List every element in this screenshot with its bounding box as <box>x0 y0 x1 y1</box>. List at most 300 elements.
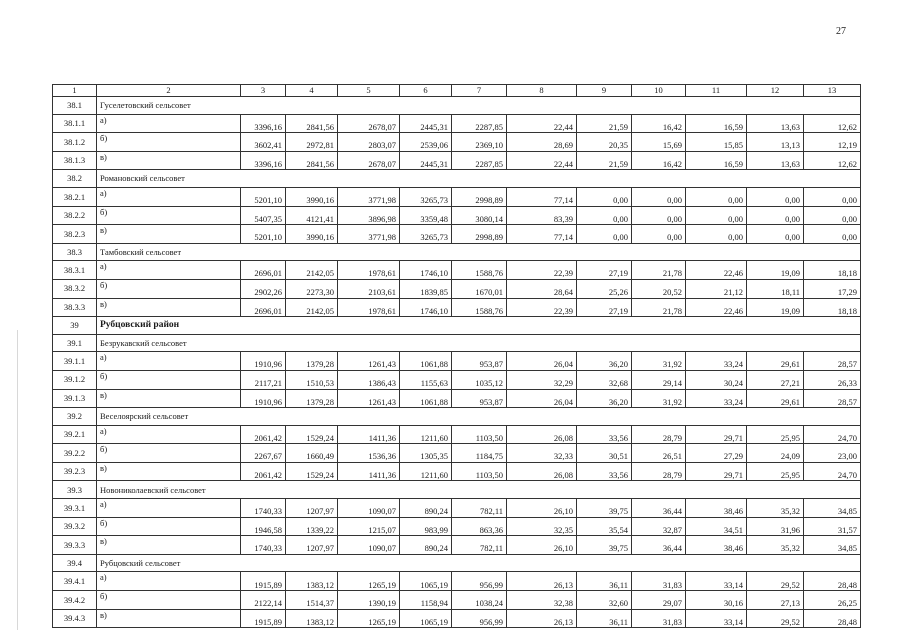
value-cell: 26,08 <box>507 462 577 481</box>
value-cell: 30,51 <box>577 444 632 463</box>
value-cell: 31,92 <box>632 352 686 371</box>
value-cell: 34,51 <box>686 517 747 536</box>
value-cell: 2267,67 <box>241 444 286 463</box>
value-cell: 983,99 <box>400 517 452 536</box>
option-cell: б) <box>97 133 241 152</box>
value-cell: 3080,14 <box>452 206 507 225</box>
value-cell: 27,19 <box>577 261 632 280</box>
settlement-name: Безрукавский сельсовет <box>97 334 861 352</box>
value-cell: 77,14 <box>507 187 577 206</box>
value-cell: 1978,61 <box>338 298 400 317</box>
value-cell: 20,52 <box>632 279 686 298</box>
row-code: 39 <box>53 317 97 335</box>
header-cell: 10 <box>632 85 686 97</box>
value-cell: 28,48 <box>804 609 861 628</box>
value-cell: 1339,22 <box>286 517 338 536</box>
value-cell: 29,52 <box>747 572 804 591</box>
value-cell: 0,00 <box>686 187 747 206</box>
header-cell: 6 <box>400 85 452 97</box>
value-cell: 1103,50 <box>452 462 507 481</box>
value-cell: 28,57 <box>804 389 861 408</box>
value-cell: 28,79 <box>632 425 686 444</box>
value-cell: 3990,16 <box>286 225 338 244</box>
value-cell: 2998,89 <box>452 225 507 244</box>
value-cell: 953,87 <box>452 389 507 408</box>
value-cell: 31,96 <box>747 517 804 536</box>
value-cell: 22,39 <box>507 298 577 317</box>
row-code: 39.1.1 <box>53 352 97 371</box>
value-cell: 0,00 <box>747 206 804 225</box>
value-cell: 29,14 <box>632 370 686 389</box>
value-cell: 16,42 <box>632 114 686 133</box>
option-cell: а) <box>97 114 241 133</box>
scan-margin-line <box>17 330 18 630</box>
value-cell: 2678,07 <box>338 151 400 170</box>
option-cell: а) <box>97 572 241 591</box>
value-cell: 32,38 <box>507 591 577 610</box>
value-cell: 13,63 <box>747 114 804 133</box>
value-cell: 1158,94 <box>400 591 452 610</box>
value-cell: 2678,07 <box>338 114 400 133</box>
value-cell: 1740,33 <box>241 536 286 555</box>
value-cell: 0,00 <box>577 225 632 244</box>
value-cell: 1390,19 <box>338 591 400 610</box>
value-cell: 27,29 <box>686 444 747 463</box>
option-cell: а) <box>97 352 241 371</box>
option-cell: а) <box>97 187 241 206</box>
table-row <box>53 261 861 280</box>
value-cell: 17,29 <box>804 279 861 298</box>
value-cell: 28,79 <box>632 462 686 481</box>
value-cell: 3396,16 <box>241 151 286 170</box>
value-cell: 1065,19 <box>400 572 452 591</box>
value-cell: 2287,85 <box>452 151 507 170</box>
value-cell: 2696,01 <box>241 261 286 280</box>
settlement-name: Веселоярский сельсовет <box>97 408 861 426</box>
value-cell: 1265,19 <box>338 572 400 591</box>
header-row <box>53 85 861 97</box>
header-cell: 2 <box>97 85 241 97</box>
value-cell: 1740,33 <box>241 499 286 518</box>
value-cell: 1915,89 <box>241 572 286 591</box>
row-code: 39.2.2 <box>53 444 97 463</box>
value-cell: 0,00 <box>632 225 686 244</box>
table-row <box>53 462 861 481</box>
value-cell: 36,44 <box>632 536 686 555</box>
value-cell: 33,24 <box>686 389 747 408</box>
row-code: 38.2.1 <box>53 187 97 206</box>
value-cell: 0,00 <box>686 225 747 244</box>
value-cell: 26,08 <box>507 425 577 444</box>
table-row <box>53 187 861 206</box>
value-cell: 1061,88 <box>400 352 452 371</box>
value-cell: 12,62 <box>804 151 861 170</box>
value-cell: 27,21 <box>747 370 804 389</box>
value-cell: 28,64 <box>507 279 577 298</box>
value-cell: 2998,89 <box>452 187 507 206</box>
value-cell: 33,56 <box>577 425 632 444</box>
value-cell: 3990,16 <box>286 187 338 206</box>
value-cell: 1670,01 <box>452 279 507 298</box>
value-cell: 0,00 <box>804 225 861 244</box>
row-code: 38.3.3 <box>53 298 97 317</box>
data-table <box>52 84 861 628</box>
value-cell: 2117,21 <box>241 370 286 389</box>
value-cell: 27,13 <box>747 591 804 610</box>
option-cell: в) <box>97 298 241 317</box>
value-cell: 2122,14 <box>241 591 286 610</box>
option-cell: в) <box>97 225 241 244</box>
value-cell: 12,62 <box>804 114 861 133</box>
value-cell: 956,99 <box>452 572 507 591</box>
value-cell: 3771,98 <box>338 225 400 244</box>
value-cell: 18,11 <box>747 279 804 298</box>
value-cell: 15,85 <box>686 133 747 152</box>
option-cell: в) <box>97 536 241 555</box>
value-cell: 21,59 <box>577 114 632 133</box>
value-cell: 16,59 <box>686 114 747 133</box>
table-row <box>53 572 861 591</box>
table-row <box>53 279 861 298</box>
value-cell: 1588,76 <box>452 298 507 317</box>
value-cell: 1910,96 <box>241 389 286 408</box>
value-cell: 38,46 <box>686 536 747 555</box>
value-cell: 29,52 <box>747 609 804 628</box>
value-cell: 4121,41 <box>286 206 338 225</box>
value-cell: 1910,96 <box>241 352 286 371</box>
value-cell: 32,29 <box>507 370 577 389</box>
row-code: 39.2.1 <box>53 425 97 444</box>
value-cell: 35,54 <box>577 517 632 536</box>
table-row <box>53 352 861 371</box>
value-cell: 28,57 <box>804 352 861 371</box>
value-cell: 26,10 <box>507 499 577 518</box>
settlement-row <box>53 170 861 188</box>
value-cell: 890,24 <box>400 536 452 555</box>
value-cell: 953,87 <box>452 352 507 371</box>
value-cell: 36,11 <box>577 572 632 591</box>
table-row <box>53 609 861 628</box>
value-cell: 0,00 <box>577 206 632 225</box>
table-row <box>53 425 861 444</box>
value-cell: 1379,28 <box>286 352 338 371</box>
value-cell: 2061,42 <box>241 425 286 444</box>
value-cell: 782,11 <box>452 536 507 555</box>
table-row <box>53 151 861 170</box>
option-cell: б) <box>97 206 241 225</box>
row-code: 39.2 <box>53 408 97 426</box>
settlement-row <box>53 408 861 426</box>
value-cell: 0,00 <box>577 187 632 206</box>
header-cell: 4 <box>286 85 338 97</box>
value-cell: 3896,98 <box>338 206 400 225</box>
option-cell: б) <box>97 591 241 610</box>
value-cell: 25,95 <box>747 462 804 481</box>
settlement-row <box>53 97 861 115</box>
value-cell: 32,87 <box>632 517 686 536</box>
table-body <box>53 85 861 628</box>
value-cell: 2445,31 <box>400 114 452 133</box>
value-cell: 18,18 <box>804 298 861 317</box>
value-cell: 1536,36 <box>338 444 400 463</box>
value-cell: 22,39 <box>507 261 577 280</box>
value-cell: 2445,31 <box>400 151 452 170</box>
row-code: 38.3.1 <box>53 261 97 280</box>
value-cell: 29,71 <box>686 425 747 444</box>
value-cell: 38,46 <box>686 499 747 518</box>
value-cell: 33,56 <box>577 462 632 481</box>
row-code: 38.1.1 <box>53 114 97 133</box>
row-code: 38.1 <box>53 97 97 115</box>
value-cell: 0,00 <box>747 187 804 206</box>
value-cell: 29,61 <box>747 389 804 408</box>
value-cell: 16,59 <box>686 151 747 170</box>
value-cell: 2972,81 <box>286 133 338 152</box>
option-cell: а) <box>97 499 241 518</box>
value-cell: 31,83 <box>632 572 686 591</box>
header-cell: 8 <box>507 85 577 97</box>
value-cell: 782,11 <box>452 499 507 518</box>
value-cell: 32,33 <box>507 444 577 463</box>
settlement-name: Романовский сельсовет <box>97 170 861 188</box>
value-cell: 29,71 <box>686 462 747 481</box>
option-cell: б) <box>97 444 241 463</box>
table-row <box>53 444 861 463</box>
value-cell: 26,51 <box>632 444 686 463</box>
value-cell: 1946,58 <box>241 517 286 536</box>
value-cell: 32,68 <box>577 370 632 389</box>
row-code: 38.2.2 <box>53 206 97 225</box>
value-cell: 1978,61 <box>338 261 400 280</box>
district-name: Рубцовский район <box>97 317 861 335</box>
value-cell: 0,00 <box>804 187 861 206</box>
value-cell: 1090,07 <box>338 499 400 518</box>
value-cell: 2696,01 <box>241 298 286 317</box>
value-cell: 1510,53 <box>286 370 338 389</box>
table-row <box>53 114 861 133</box>
value-cell: 12,19 <box>804 133 861 152</box>
settlement-name: Новониколаевский сельсовет <box>97 481 861 499</box>
value-cell: 34,85 <box>804 536 861 555</box>
value-cell: 29,61 <box>747 352 804 371</box>
value-cell: 1035,12 <box>452 370 507 389</box>
value-cell: 19,09 <box>747 298 804 317</box>
row-code: 38.3.2 <box>53 279 97 298</box>
row-code: 39.3.3 <box>53 536 97 555</box>
value-cell: 2369,10 <box>452 133 507 152</box>
value-cell: 1383,12 <box>286 609 338 628</box>
value-cell: 26,04 <box>507 389 577 408</box>
value-cell: 31,83 <box>632 609 686 628</box>
value-cell: 1155,63 <box>400 370 452 389</box>
value-cell: 26,04 <box>507 352 577 371</box>
table-row <box>53 298 861 317</box>
option-cell: в) <box>97 151 241 170</box>
row-code: 39.2.3 <box>53 462 97 481</box>
row-code: 39.1.2 <box>53 370 97 389</box>
value-cell: 15,69 <box>632 133 686 152</box>
row-code: 38.3 <box>53 243 97 261</box>
header-cell: 9 <box>577 85 632 97</box>
value-cell: 2061,42 <box>241 462 286 481</box>
value-cell: 1529,24 <box>286 462 338 481</box>
value-cell: 1211,60 <box>400 425 452 444</box>
value-cell: 22,44 <box>507 151 577 170</box>
value-cell: 3396,16 <box>241 114 286 133</box>
value-cell: 2287,85 <box>452 114 507 133</box>
value-cell: 19,09 <box>747 261 804 280</box>
value-cell: 22,46 <box>686 261 747 280</box>
value-cell: 1265,19 <box>338 609 400 628</box>
value-cell: 13,13 <box>747 133 804 152</box>
value-cell: 2273,30 <box>286 279 338 298</box>
option-cell: а) <box>97 425 241 444</box>
page-number: 27 <box>836 26 846 37</box>
value-cell: 21,12 <box>686 279 747 298</box>
row-code: 39.3 <box>53 481 97 499</box>
header-cell: 11 <box>686 85 747 97</box>
value-cell: 5201,10 <box>241 225 286 244</box>
value-cell: 1915,89 <box>241 609 286 628</box>
value-cell: 1411,36 <box>338 425 400 444</box>
value-cell: 1839,85 <box>400 279 452 298</box>
table-row <box>53 225 861 244</box>
value-cell: 30,24 <box>686 370 747 389</box>
value-cell: 33,14 <box>686 609 747 628</box>
value-cell: 3359,48 <box>400 206 452 225</box>
value-cell: 27,19 <box>577 298 632 317</box>
value-cell: 24,09 <box>747 444 804 463</box>
value-cell: 863,36 <box>452 517 507 536</box>
value-cell: 1746,10 <box>400 261 452 280</box>
table-row <box>53 499 861 518</box>
value-cell: 0,00 <box>747 225 804 244</box>
value-cell: 20,35 <box>577 133 632 152</box>
value-cell: 30,16 <box>686 591 747 610</box>
value-cell: 24,70 <box>804 425 861 444</box>
value-cell: 1261,43 <box>338 389 400 408</box>
value-cell: 32,35 <box>507 517 577 536</box>
value-cell: 0,00 <box>632 206 686 225</box>
value-cell: 5407,35 <box>241 206 286 225</box>
value-cell: 1529,24 <box>286 425 338 444</box>
value-cell: 1211,60 <box>400 462 452 481</box>
header-cell: 1 <box>53 85 97 97</box>
value-cell: 2103,61 <box>338 279 400 298</box>
value-cell: 2902,26 <box>241 279 286 298</box>
value-cell: 31,57 <box>804 517 861 536</box>
value-cell: 2539,06 <box>400 133 452 152</box>
value-cell: 890,24 <box>400 499 452 518</box>
row-code: 39.3.2 <box>53 517 97 536</box>
value-cell: 1061,88 <box>400 389 452 408</box>
value-cell: 16,42 <box>632 151 686 170</box>
value-cell: 36,20 <box>577 352 632 371</box>
option-cell: в) <box>97 389 241 408</box>
row-code: 39.4 <box>53 554 97 572</box>
row-code: 39.4.3 <box>53 609 97 628</box>
value-cell: 33,14 <box>686 572 747 591</box>
value-cell: 2803,07 <box>338 133 400 152</box>
header-cell: 12 <box>747 85 804 97</box>
value-cell: 3771,98 <box>338 187 400 206</box>
value-cell: 83,39 <box>507 206 577 225</box>
value-cell: 3602,41 <box>241 133 286 152</box>
value-cell: 1660,49 <box>286 444 338 463</box>
table-row <box>53 517 861 536</box>
value-cell: 31,92 <box>632 389 686 408</box>
value-cell: 23,00 <box>804 444 861 463</box>
value-cell: 26,13 <box>507 609 577 628</box>
row-code: 39.3.1 <box>53 499 97 518</box>
district-row <box>53 317 861 335</box>
value-cell: 2142,05 <box>286 261 338 280</box>
value-cell: 2142,05 <box>286 298 338 317</box>
value-cell: 34,85 <box>804 499 861 518</box>
value-cell: 28,48 <box>804 572 861 591</box>
settlement-row <box>53 243 861 261</box>
value-cell: 35,32 <box>747 536 804 555</box>
row-code: 39.1 <box>53 334 97 352</box>
value-cell: 1383,12 <box>286 572 338 591</box>
header-cell: 5 <box>338 85 400 97</box>
value-cell: 1090,07 <box>338 536 400 555</box>
value-cell: 5201,10 <box>241 187 286 206</box>
value-cell: 2841,56 <box>286 151 338 170</box>
value-cell: 22,44 <box>507 114 577 133</box>
value-cell: 1588,76 <box>452 261 507 280</box>
value-cell: 3265,73 <box>400 225 452 244</box>
row-code: 38.2 <box>53 170 97 188</box>
option-cell: в) <box>97 609 241 628</box>
option-cell: б) <box>97 370 241 389</box>
value-cell: 1207,97 <box>286 499 338 518</box>
value-cell: 1103,50 <box>452 425 507 444</box>
settlement-name: Рубцовский сельсовет <box>97 554 861 572</box>
settlement-name: Тамбовский сельсовет <box>97 243 861 261</box>
value-cell: 39,75 <box>577 536 632 555</box>
option-cell: б) <box>97 517 241 536</box>
value-cell: 1215,07 <box>338 517 400 536</box>
settlement-name: Гуселетовский сельсовет <box>97 97 861 115</box>
header-cell: 13 <box>804 85 861 97</box>
value-cell: 18,18 <box>804 261 861 280</box>
option-cell: б) <box>97 279 241 298</box>
value-cell: 21,78 <box>632 298 686 317</box>
value-cell: 28,69 <box>507 133 577 152</box>
value-cell: 1207,97 <box>286 536 338 555</box>
value-cell: 39,75 <box>577 499 632 518</box>
value-cell: 26,33 <box>804 370 861 389</box>
value-cell: 13,63 <box>747 151 804 170</box>
value-cell: 1746,10 <box>400 298 452 317</box>
settlement-row <box>53 334 861 352</box>
header-cell: 7 <box>452 85 507 97</box>
table-row <box>53 206 861 225</box>
value-cell: 29,07 <box>632 591 686 610</box>
value-cell: 36,44 <box>632 499 686 518</box>
value-cell: 956,99 <box>452 609 507 628</box>
row-code: 38.1.2 <box>53 133 97 152</box>
value-cell: 77,14 <box>507 225 577 244</box>
value-cell: 1184,75 <box>452 444 507 463</box>
value-cell: 24,70 <box>804 462 861 481</box>
value-cell: 1379,28 <box>286 389 338 408</box>
value-cell: 21,59 <box>577 151 632 170</box>
value-cell: 22,46 <box>686 298 747 317</box>
value-cell: 25,95 <box>747 425 804 444</box>
settlement-row <box>53 554 861 572</box>
